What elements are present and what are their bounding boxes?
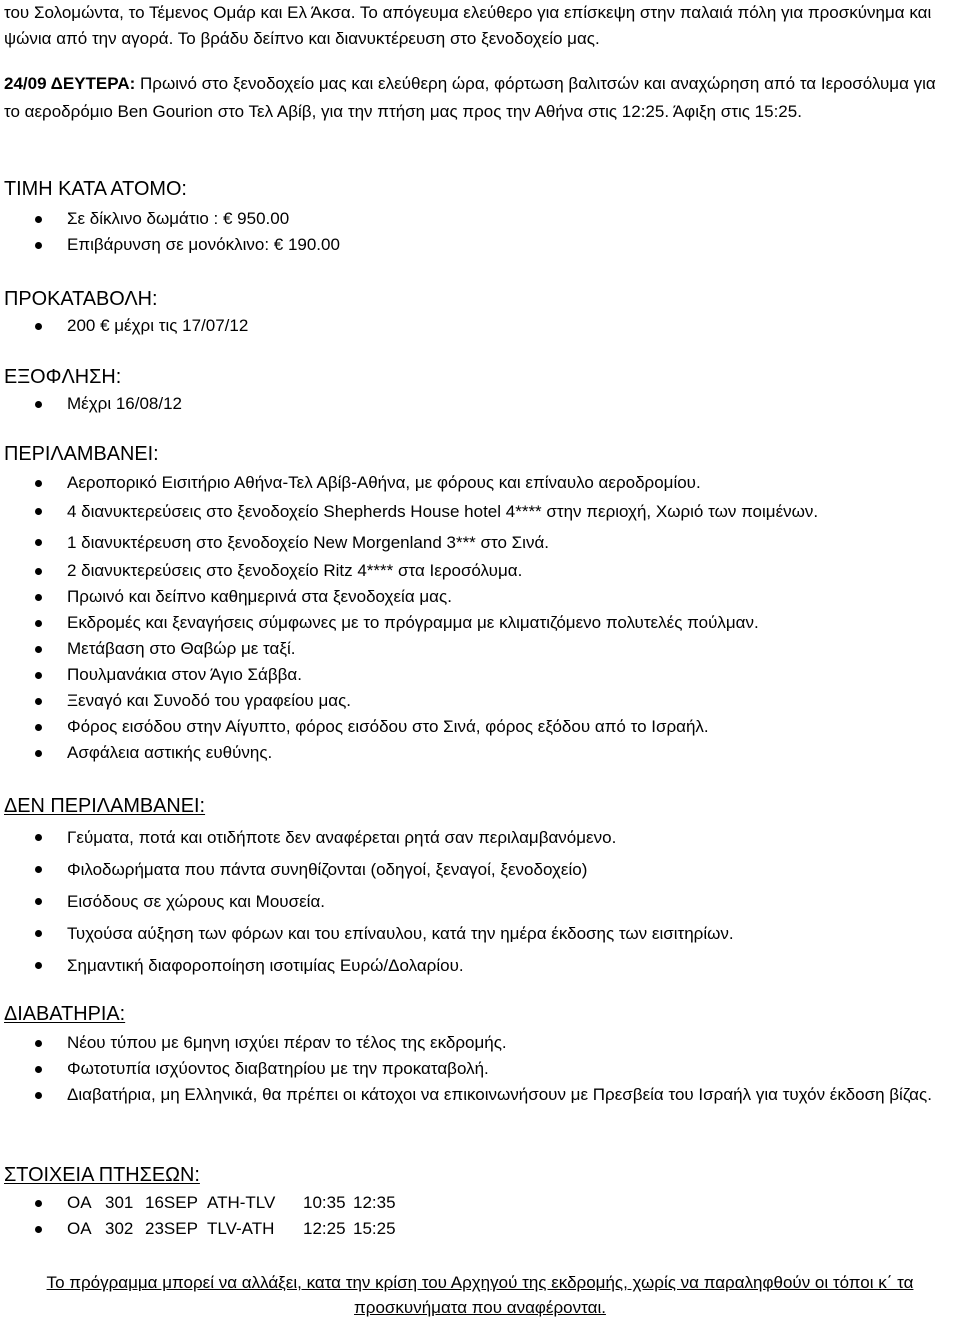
passports-heading: ΔΙΑΒΑΤΗΡΙΑ: bbox=[4, 1003, 126, 1025]
list-item: Πρωινό και δείπνο καθημερινά στα ξενοδοχεία μας. bbox=[0, 584, 957, 610]
day-lead: 24/09 ΔΕΥΤΕΡΑ: bbox=[4, 74, 136, 93]
list-item: Σημαντική διαφοροποίηση ισοτιμίας Ευρώ/Δολαρίου. bbox=[0, 950, 957, 982]
bullet-icon bbox=[35, 323, 42, 330]
list-item: 2 διανυκτερεύσεις στο ξενοδοχείο Ritz 4**** στα Ιεροσόλυμα. bbox=[0, 558, 957, 584]
list-item: Φιλοδωρήματα που πάντα συνηθίζονται (οδηγοί, ξεναγοί, ξενοδοχείο) bbox=[0, 854, 957, 886]
bullet-icon bbox=[35, 1040, 42, 1047]
bullet-icon bbox=[35, 1226, 42, 1233]
bullet-icon bbox=[35, 834, 42, 841]
bullet-icon bbox=[35, 930, 42, 937]
intro-paragraph: του Σολομώντα, το Τέμενος Ομάρ και Ελ Άκσα. Το απόγευμα ελεύθερο για επίσκεψη στην παλαιά πόλη για προσκύνημα και ψώνια από την αγορά. Το βράδυ δείπνο και διανυκτέρευση στο ξενοδοχείο μας. bbox=[4, 3, 932, 48]
bullet-icon bbox=[35, 539, 42, 546]
list-item: 4 διανυκτερεύσεις στο ξενοδοχείο Shepherds House hotel 4**** στην περιοχή, Χωριό των ποιμένων. bbox=[0, 496, 957, 528]
bullet-icon bbox=[35, 698, 42, 705]
bullet-icon bbox=[35, 568, 42, 575]
list-item: Σε δίκλινο δωμάτιο : € 950.00 bbox=[0, 206, 957, 232]
bullet-icon bbox=[35, 750, 42, 757]
bullet-icon bbox=[35, 724, 42, 731]
list-item: Αεροπορικό Εισιτήριο Αθήνα-Τελ Αβίβ-Αθήνα, με φόρους και επίναυλο αεροδρομίου. bbox=[0, 470, 957, 496]
bullet-icon bbox=[35, 962, 42, 969]
bullet-icon bbox=[35, 594, 42, 601]
bullet-icon bbox=[35, 866, 42, 873]
bullet-icon bbox=[35, 898, 42, 905]
excludes-heading: ΔΕΝ ΠΕΡΙΛΑΜΒΑΝΕΙ: bbox=[4, 795, 206, 817]
list-item: Επιβάρυνση σε μονόκλινο: € 190.00 bbox=[0, 232, 957, 258]
list-item: Πουλμανάκια στον Άγιο Σάββα. bbox=[0, 662, 957, 688]
bullet-icon bbox=[35, 672, 42, 679]
bullet-icon bbox=[35, 508, 42, 515]
list-item: Τυχούσα αύξηση των φόρων και του επίναυλου, κατά την ημέρα έκδοσης των εισιτηρίων. bbox=[0, 918, 957, 950]
list-item: Γεύματα, ποτά και οτιδήποτε δεν αναφέρεται ρητά σαν περιλαμβανόμενο. bbox=[0, 822, 957, 854]
deposit-heading: ΠΡΟΚΑΤΑΒΟΛΗ: bbox=[4, 288, 158, 310]
bullet-icon bbox=[35, 401, 42, 408]
list-item: Εισόδους σε χώρους και Μουσεία. bbox=[0, 886, 957, 918]
list-item: 1 διανυκτέρευση στο ξενοδοχείο New Morgenland 3*** στο Σινά. bbox=[0, 528, 957, 558]
flight-row: OA 302 23SEP TLV-ATH 12:25 15:25 bbox=[0, 1216, 957, 1242]
list-item: Νέου τύπου με 6μηνη ισχύει πέραν το τέλος της εκδρομής. bbox=[0, 1030, 957, 1056]
list-item: Μέχρι 16/08/12 bbox=[0, 391, 957, 417]
bullet-icon bbox=[35, 1066, 42, 1073]
excludes-list bbox=[0, 822, 957, 982]
day-text: Πρωινό στο ξενοδοχείο μας και ελεύθερη ώρα, φόρτωση βαλιτσών και αναχώρηση από τα Ιεροσόλυμα για το αεροδρόμιο Ben Gourion στο Τελ Αβίβ, για την πτήση μας προς την Αθήνα στις 12:25. Άφιξη στις 15:25. bbox=[4, 74, 936, 121]
flights-heading: ΣΤΟΙΧΕΙΑ ΠΤΗΣΕΩΝ: bbox=[4, 1164, 200, 1186]
flight-row: OA 301 16SEP ATH-TLV 10:35 12:35 bbox=[0, 1190, 957, 1216]
passports-list bbox=[0, 1030, 957, 1108]
payment-heading: ΕΞΟΦΛΗΣΗ: bbox=[4, 366, 122, 388]
list-item: Εκδρομές και ξεναγήσεις σύμφωνες με το πρόγραμμα με κλιματιζόμενο πολυτελές πούλμαν. bbox=[0, 610, 957, 636]
bullet-icon bbox=[35, 620, 42, 627]
deposit-list bbox=[0, 313, 957, 339]
bullet-icon bbox=[35, 480, 42, 487]
list-item: Μετάβαση στο Θαβώρ με ταξί. bbox=[0, 636, 957, 662]
flights-list bbox=[0, 1190, 957, 1242]
bullet-icon bbox=[35, 646, 42, 653]
price-list bbox=[0, 206, 957, 258]
list-item: 200 € μέχρι τις 17/07/12 bbox=[0, 313, 957, 339]
footer-note: Το πρόγραμμα μπορεί να αλλάξει, κατα την κρίση του Αρχηγού της εκδρομής, χωρίς να παραληφθούν οι τόποι κ΄ τα προσκυνήματα που αναφέρονται. bbox=[46, 1273, 914, 1317]
list-item: Φωτοτυπία ισχύοντος διαβατηρίου με την προκαταβολή. bbox=[0, 1056, 957, 1082]
bullet-icon bbox=[35, 242, 42, 249]
price-heading: ΤΙΜΗ ΚΑΤΑ ΑΤΟΜΟ: bbox=[4, 178, 187, 200]
list-item: Διαβατήρια, μη Ελληνικά, θα πρέπει οι κάτοχοι να επικοινωνήσουν με Πρεσβεία του Ισραήλ για τυχόν έκδοση βίζας. bbox=[0, 1082, 957, 1108]
day-paragraph bbox=[4, 70, 956, 126]
list-item: Ξεναγό και Συνοδό του γραφείου μας. bbox=[0, 688, 957, 714]
list-item: Φόρος εισόδου στην Αίγυπτο, φόρος εισόδου στο Σινά, φόρος εξόδου από το Ισραήλ. bbox=[0, 714, 957, 740]
includes-heading: ΠΕΡΙΛΑΜΒΑΝΕΙ: bbox=[4, 443, 159, 465]
payment-list bbox=[0, 391, 957, 417]
bullet-icon bbox=[35, 1092, 42, 1099]
includes-list bbox=[0, 470, 957, 766]
bullet-icon bbox=[35, 216, 42, 223]
bullet-icon bbox=[35, 1200, 42, 1207]
list-item: Ασφάλεια αστικής ευθύνης. bbox=[0, 740, 957, 766]
